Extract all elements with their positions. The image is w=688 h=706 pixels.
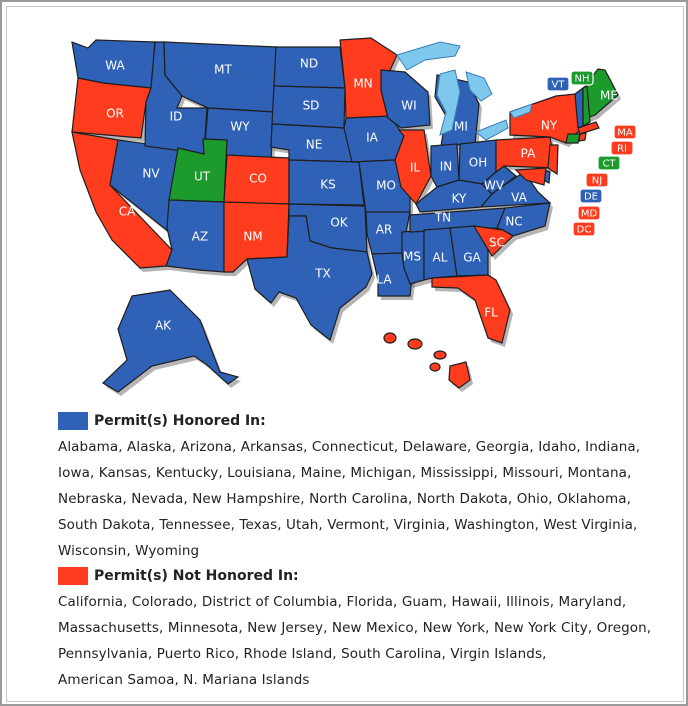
state-label-in: IN (439, 159, 453, 174)
state-label-wv: WV (483, 178, 505, 193)
state-label-nv: NV (142, 166, 160, 181)
tag-ri (611, 141, 633, 155)
tag-nj (586, 173, 608, 187)
state-label-id: ID (169, 109, 183, 124)
hawaii-island (430, 363, 440, 371)
tag-ma (614, 125, 636, 139)
tag-label-ri: RI (617, 143, 627, 155)
honored-state-item: Texas, (239, 517, 286, 533)
not-honored-state-item: Massachusetts, (58, 620, 168, 636)
tag-label-de: DE (583, 191, 599, 203)
state-label-sc: SC (489, 235, 505, 250)
honored-state-item: Kentucky, (155, 465, 228, 481)
honored-state-item: Ohio, (516, 491, 558, 507)
honored-state-item: Nevada, (131, 491, 193, 507)
state-label-wi: WI (401, 98, 417, 113)
not-honored-state-item: New Mexico, (331, 620, 423, 636)
legend-not-honored-heading (58, 565, 658, 587)
honored-state-item: New Hampshire, (192, 491, 310, 507)
not-honored-state-item: American Samoa, (58, 672, 184, 688)
state-label-tn: TN (434, 210, 452, 225)
honored-state-item: Tennessee, (159, 517, 240, 533)
tag-label-ma: MA (617, 127, 633, 139)
state-label-ut: UT (193, 169, 211, 184)
honored-state-item: Georgia, (475, 439, 539, 455)
honored-state-item: Delaware, (402, 439, 476, 455)
honored-state-item: South Dakota, (58, 517, 160, 533)
honored-state-item: Michigan, (350, 465, 421, 481)
honored-state-item: Indiana, (585, 439, 641, 455)
state-ct (566, 134, 580, 143)
honored-state-item: Washington, (454, 517, 544, 533)
not-honored-state-item: Hawaii, (451, 594, 507, 610)
hawaii-island (434, 351, 446, 359)
state-ri (579, 133, 586, 141)
great-lake (397, 42, 460, 70)
not-honored-state-item: Florida, (346, 594, 402, 610)
not-honored-state-item: Pennsylvania, (58, 646, 157, 662)
tag-label-md: MD (580, 208, 598, 220)
honored-state-item: Missouri, (502, 465, 568, 481)
tag-dc (573, 222, 595, 236)
state-label-me: ME (600, 88, 618, 103)
honored-swatch (58, 412, 88, 430)
honored-state-item: Kansas, (98, 465, 156, 481)
state-label-az: AZ (191, 229, 209, 244)
state-nj (548, 145, 558, 174)
state-label-fl: FL (484, 305, 498, 320)
state-label-mn: MN (353, 76, 373, 91)
state-ak (103, 290, 238, 392)
not-honored-state-item: Colorado, (131, 594, 202, 610)
not-honored-state-item: Oregon, (596, 620, 652, 636)
state-label-wa: WA (105, 58, 125, 73)
state-label-ca: CA (118, 204, 136, 219)
honored-state-item: Vermont, (327, 517, 394, 533)
honored-state-item: Idaho, (538, 439, 586, 455)
state-label-tx: TX (315, 266, 331, 281)
honored-state-item: West Virginia, (543, 517, 638, 533)
not-honored-state-item: District of Columbia, (201, 594, 347, 610)
state-label-wy: WY (230, 119, 250, 134)
honored-list (58, 434, 658, 564)
state-label-ks: KS (320, 177, 336, 192)
state-label-ms: MS (403, 249, 421, 264)
tag-label-vt: VT (551, 79, 565, 91)
state-label-ne: NE (305, 137, 323, 152)
not-honored-title: Permit(s) Not Honored In: (94, 568, 299, 584)
state-label-ny: NY (540, 118, 558, 133)
not-honored-state-item: Guam, (401, 594, 452, 610)
state-label-mo: MO (376, 178, 396, 193)
tag-label-nh: NH (574, 73, 590, 85)
not-honored-state-item: Puerto Rico, (156, 646, 244, 662)
not-honored-state-item: South Carolina, (341, 646, 451, 662)
great-lake (476, 120, 508, 140)
honored-state-item: North Dakota, (416, 491, 517, 507)
state-label-ia: IA (366, 130, 378, 145)
state-label-ky: KY (451, 191, 467, 206)
state-label-la: LA (376, 272, 392, 287)
state-fl (432, 275, 510, 343)
honored-state-item: Wisconsin, (58, 543, 136, 559)
state-label-il: IL (409, 160, 421, 175)
state-label-ga: GA (463, 250, 481, 265)
not-honored-swatch (58, 567, 88, 585)
state-label-al: AL (432, 250, 448, 265)
state-label-pa: PA (520, 146, 536, 161)
not-honored-state-item: Rhode Island, (243, 646, 342, 662)
hawaii-island (408, 339, 422, 349)
legend-honored (58, 410, 658, 564)
not-honored-state-item: Minnesota, (167, 620, 248, 636)
not-honored-state-item: N. Mariana Islands (183, 672, 310, 688)
honored-state-item: Nebraska, (58, 491, 132, 507)
not-honored-state-item: California, (58, 594, 132, 610)
honored-state-item: North Carolina, (309, 491, 417, 507)
state-label-hi: HI (408, 366, 422, 381)
tag-md (578, 206, 600, 220)
state-label-va: VA (511, 190, 527, 205)
tag-label-ct: CT (602, 158, 616, 170)
honored-state-item: Alaska, (127, 439, 181, 455)
honored-state-item: Wyoming (135, 543, 200, 559)
honored-state-item: Louisiana, (227, 465, 301, 481)
honored-state-item: Maine, (300, 465, 351, 481)
state-label-nm: NM (243, 229, 263, 244)
state-label-ar: AR (375, 222, 393, 237)
state-label-co: CO (249, 171, 267, 186)
not-honored-state-item: New York City, (493, 620, 597, 636)
tag-label-dc: DC (576, 224, 592, 236)
hawaii-island (384, 333, 396, 343)
honored-title: Permit(s) Honored In: (94, 413, 266, 429)
tag-label-nj: NJ (591, 175, 603, 187)
state-label-mi: MI (454, 119, 468, 134)
state-label-nd: ND (299, 56, 319, 71)
state-label-or: OR (106, 106, 124, 121)
honored-state-item: Mississippi, (420, 465, 503, 481)
tag-ct (598, 156, 620, 170)
state-label-ok: OK (330, 215, 348, 230)
state-label-ak: AK (154, 318, 172, 333)
honored-state-item: Arizona, (180, 439, 241, 455)
legend-honored-heading (58, 410, 658, 432)
not-honored-list (58, 589, 658, 693)
not-honored-state-item: Maryland, (558, 594, 627, 610)
honored-state-item: Arkansas, (240, 439, 312, 455)
tag-vt (547, 77, 569, 91)
not-honored-state-item: Virgin Islands, (450, 646, 547, 662)
state-label-oh: OH (468, 155, 488, 170)
tag-nh (571, 71, 593, 85)
not-honored-state-item: New York, (422, 620, 494, 636)
not-honored-state-item: Illinois, (506, 594, 559, 610)
honored-state-item: Iowa, (58, 465, 99, 481)
tag-de (580, 189, 602, 203)
legend-not-honored (58, 565, 658, 693)
state-label-sd: SD (302, 98, 320, 113)
honored-state-item: Connecticut, (311, 439, 403, 455)
state-label-nc: NC (505, 214, 523, 229)
state-label-mt: MT (214, 62, 232, 77)
honored-state-item: Virginia, (393, 517, 455, 533)
honored-state-item: Montana, (567, 465, 632, 481)
honored-state-item: Oklahoma, (557, 491, 631, 507)
honored-state-item: Utah, (286, 517, 328, 533)
honored-state-item: Alabama, (58, 439, 128, 455)
not-honored-state-item: New Jersey, (247, 620, 332, 636)
